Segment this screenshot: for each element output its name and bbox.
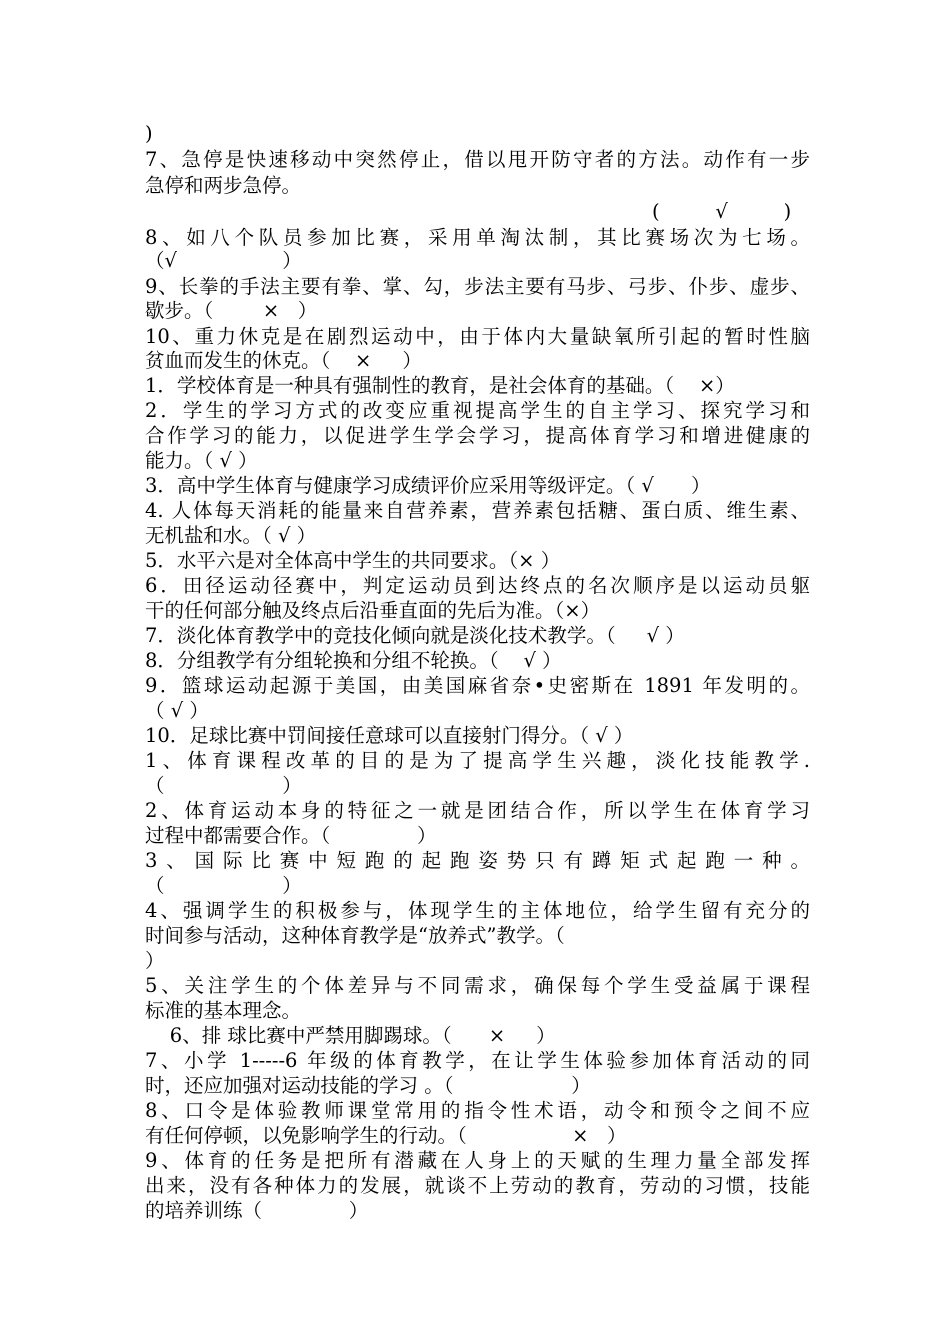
text-line: 7．淡化体育教学中的竞技化倾向就是淡化技术教学。（ √ ） — [145, 624, 685, 647]
text-line: （ √ ） — [145, 699, 209, 722]
text-line: 10、重力休克是在剧烈运动中，由于体内大量缺氧所引起的暂时性脑 — [145, 325, 810, 348]
text-line: 急停和两步急停。 — [145, 174, 302, 197]
text-line: 5、关注学生的个体差异与不同需求，确保每个学生受益属于课程 — [145, 974, 810, 997]
text-line: 合作学习的能力，以促进学生学会学习，提高体育学习和增进健康的 — [145, 424, 810, 447]
text-line: 4. 人体每天消耗的能量来自营养素，营养素包括糖、蛋白质、维生素、 — [145, 499, 810, 522]
text-line: 8．分组教学有分组轮换和分组不轮换。（ √ ） — [145, 649, 562, 672]
text-line: 7、小学 1-----6 年级的体育教学，在让学生体验参加体育活动的同 — [145, 1049, 810, 1072]
text-line: 9、长拳的手法主要有拳、掌、勾，步法主要有马步、弓步、仆步、虚步、 — [145, 275, 810, 298]
text-line: 有任何停顿，以免影响学生的行动。（ × ） — [145, 1124, 627, 1147]
text-line: ( √ ) — [652, 200, 792, 223]
text-line: 6．田径运动径赛中，判定运动员到达终点的名次顺序是以运动员躯 — [145, 574, 810, 597]
text-line: 9．篮球运动起源于美国，由美国麻省奈•史密斯在 1891 年发明的。 — [145, 674, 810, 697]
text-line: 能力。（ √ ） — [145, 449, 258, 472]
text-line: ) — [145, 122, 153, 145]
text-line: （√ ） — [145, 249, 302, 272]
text-line: 9、体育的任务是把所有潜藏在人身上的天赋的生理力量全部发挥 — [145, 1149, 810, 1172]
text-line: 8、如八个队员参加比赛，采用单淘汰制，其比赛场次为七场。 — [145, 226, 810, 249]
text-line: 时间参与活动，这种体育教学是“放养式”教学。（ — [145, 924, 565, 947]
text-line: 歇步。（ × ） — [145, 299, 318, 322]
text-line: 贫血而发生的休克。（ × ） — [145, 349, 422, 372]
text-line: 10．足球比赛中罚间接任意球可以直接射门得分。（ √ ） — [145, 724, 634, 747]
text-line: 8、口令是体验教师课堂常用的指令性术语，动令和预令之间不应 — [145, 1099, 810, 1122]
text-line: 2、体育运动本身的特征之一就是团结合作，所以学生在体育学习 — [145, 799, 810, 822]
text-line: 3．高中学生体育与健康学习成绩评价应采用等级评定。（ √ ） — [145, 474, 711, 497]
text-line: 4、强调学生的积极参与，体现学生的主体地位，给学生留有充分的 — [145, 899, 810, 922]
text-line: 1、体育课程改革的目的是为了提高学生兴趣，淡化技能教学. — [145, 749, 810, 772]
text-line: 6、排 球比赛中严禁用脚踢球。（ × ） — [145, 1024, 556, 1047]
text-line: 3、国际比赛中短跑的起跑姿势只有蹲矩式起跑一种。 — [145, 849, 810, 872]
text-line: 出来，没有各种体力的发展，就谈不上劳动的教育，劳动的习惯，技能 — [145, 1174, 810, 1197]
text-line: 5．水平六是对全体高中学生的共同要求。（× ） — [145, 549, 561, 572]
text-line: 1．学校体育是一种具有强制性的教育，是社会体育的基础。（ ×） — [145, 374, 735, 397]
text-line: 过程中都需要合作。（ ） — [145, 824, 437, 847]
text-line: 干的任何部分触及终点后沿垂直面的先后为准。（×） — [145, 599, 601, 622]
text-line: ） — [145, 949, 165, 972]
text-line: （ ） — [145, 774, 302, 797]
text-line: 无机盐和水。（ √ ） — [145, 524, 317, 547]
text-line: 标准的基本理念。 — [145, 999, 302, 1022]
text-line: 2．学生的学习方式的改变应重视提高学生的自主学习、探究学习和 — [145, 399, 810, 422]
text-line: 的培养训练（ ） — [145, 1199, 369, 1222]
text-line: 7、急停是快速移动中突然停止，借以甩开防守者的方法。动作有一步 — [145, 148, 810, 171]
text-line: （ ） — [145, 874, 302, 897]
text-line: 时，还应加强对运动技能的学习 。（ ） — [145, 1074, 591, 1097]
